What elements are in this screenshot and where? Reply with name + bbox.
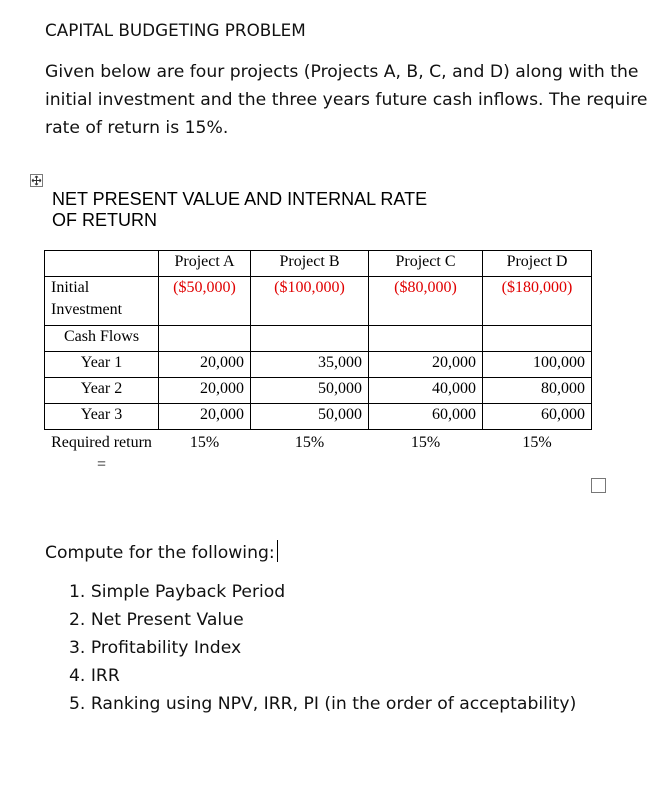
intro-paragraph: [45, 58, 648, 142]
year-3-label[interactable]: Year 3: [45, 404, 159, 430]
cash-flows-label[interactable]: Cash Flows: [45, 326, 159, 352]
project-c-header[interactable]: Project C: [369, 251, 483, 277]
text-cursor: [277, 540, 278, 562]
year-3-a[interactable]: 20,000: [159, 404, 251, 430]
intro-line: initial investment and the three years future cash inflows. The require: [45, 90, 648, 110]
table-resize-handle[interactable]: [591, 478, 606, 493]
task-list: [69, 578, 576, 718]
initial-investment-a[interactable]: ($50,000): [159, 277, 251, 326]
year-1-label[interactable]: Year 1: [45, 352, 159, 378]
table-title: [52, 189, 427, 231]
task-item: 4. IRR: [69, 666, 120, 686]
intro-line: rate of return is 15%.: [45, 118, 229, 138]
required-return-d[interactable]: 15%: [522, 434, 552, 451]
year-1-b[interactable]: 35,000: [251, 352, 369, 378]
document-heading: CAPITAL BUDGETING PROBLEM: [45, 20, 306, 40]
task-item: 1. Simple Payback Period: [69, 582, 286, 602]
compute-heading-text: Compute for the following:: [45, 543, 275, 563]
cash-flows-row: [45, 326, 592, 352]
year-3-b[interactable]: 50,000: [251, 404, 369, 430]
year-3-c[interactable]: 60,000: [369, 404, 483, 430]
table-cell[interactable]: [369, 326, 483, 352]
year-2-c[interactable]: 40,000: [369, 378, 483, 404]
table-header-row: [45, 251, 592, 277]
table-move-icon[interactable]: [30, 174, 43, 187]
table-cell[interactable]: [159, 326, 251, 352]
year-3-d[interactable]: 60,000: [483, 404, 592, 430]
task-item: 2. Net Present Value: [69, 610, 244, 630]
year-2-row: [45, 378, 592, 404]
year-1-d[interactable]: 100,000: [483, 352, 592, 378]
table-title-line: NET PRESENT VALUE AND INTERNAL RATE: [52, 189, 428, 209]
year-2-label[interactable]: Year 2: [45, 378, 159, 404]
year-2-a[interactable]: 20,000: [159, 378, 251, 404]
initial-investment-row: [45, 277, 592, 326]
year-3-row: [45, 404, 592, 430]
year-1-c[interactable]: 20,000: [369, 352, 483, 378]
required-return-row: [45, 430, 592, 477]
task-item: 3. Profitability Index: [69, 638, 242, 658]
table-cell[interactable]: [483, 326, 592, 352]
compute-heading[interactable]: [45, 540, 278, 563]
table-cell[interactable]: [251, 326, 369, 352]
intro-line: Given below are four projects (Projects A, B, C, and D) along with the: [45, 62, 639, 82]
required-return-c[interactable]: 15%: [410, 434, 441, 451]
year-2-d[interactable]: 80,000: [483, 378, 592, 404]
initial-investment-b[interactable]: ($100,000): [251, 277, 369, 326]
project-a-header[interactable]: Project A: [159, 251, 251, 277]
required-return-b[interactable]: 15%: [294, 434, 325, 451]
table-title-line: OF RETURN: [52, 210, 157, 230]
capital-budgeting-table[interactable]: [44, 250, 592, 476]
initial-investment-d[interactable]: ($180,000): [483, 277, 592, 326]
year-1-a[interactable]: 20,000: [159, 352, 251, 378]
project-b-header[interactable]: Project B: [251, 251, 369, 277]
required-return-label[interactable]: Required return =: [51, 434, 152, 473]
project-d-header[interactable]: Project D: [483, 251, 592, 277]
task-item: 5. Ranking using NPV, IRR, PI (in the order of acceptability): [69, 694, 577, 714]
year-1-row: [45, 352, 592, 378]
required-return-a[interactable]: 15%: [189, 434, 220, 451]
table-corner-cell[interactable]: [45, 251, 159, 277]
year-2-b[interactable]: 50,000: [251, 378, 369, 404]
initial-investment-c[interactable]: ($80,000): [369, 277, 483, 326]
initial-investment-label[interactable]: Initial Investment: [45, 277, 159, 326]
